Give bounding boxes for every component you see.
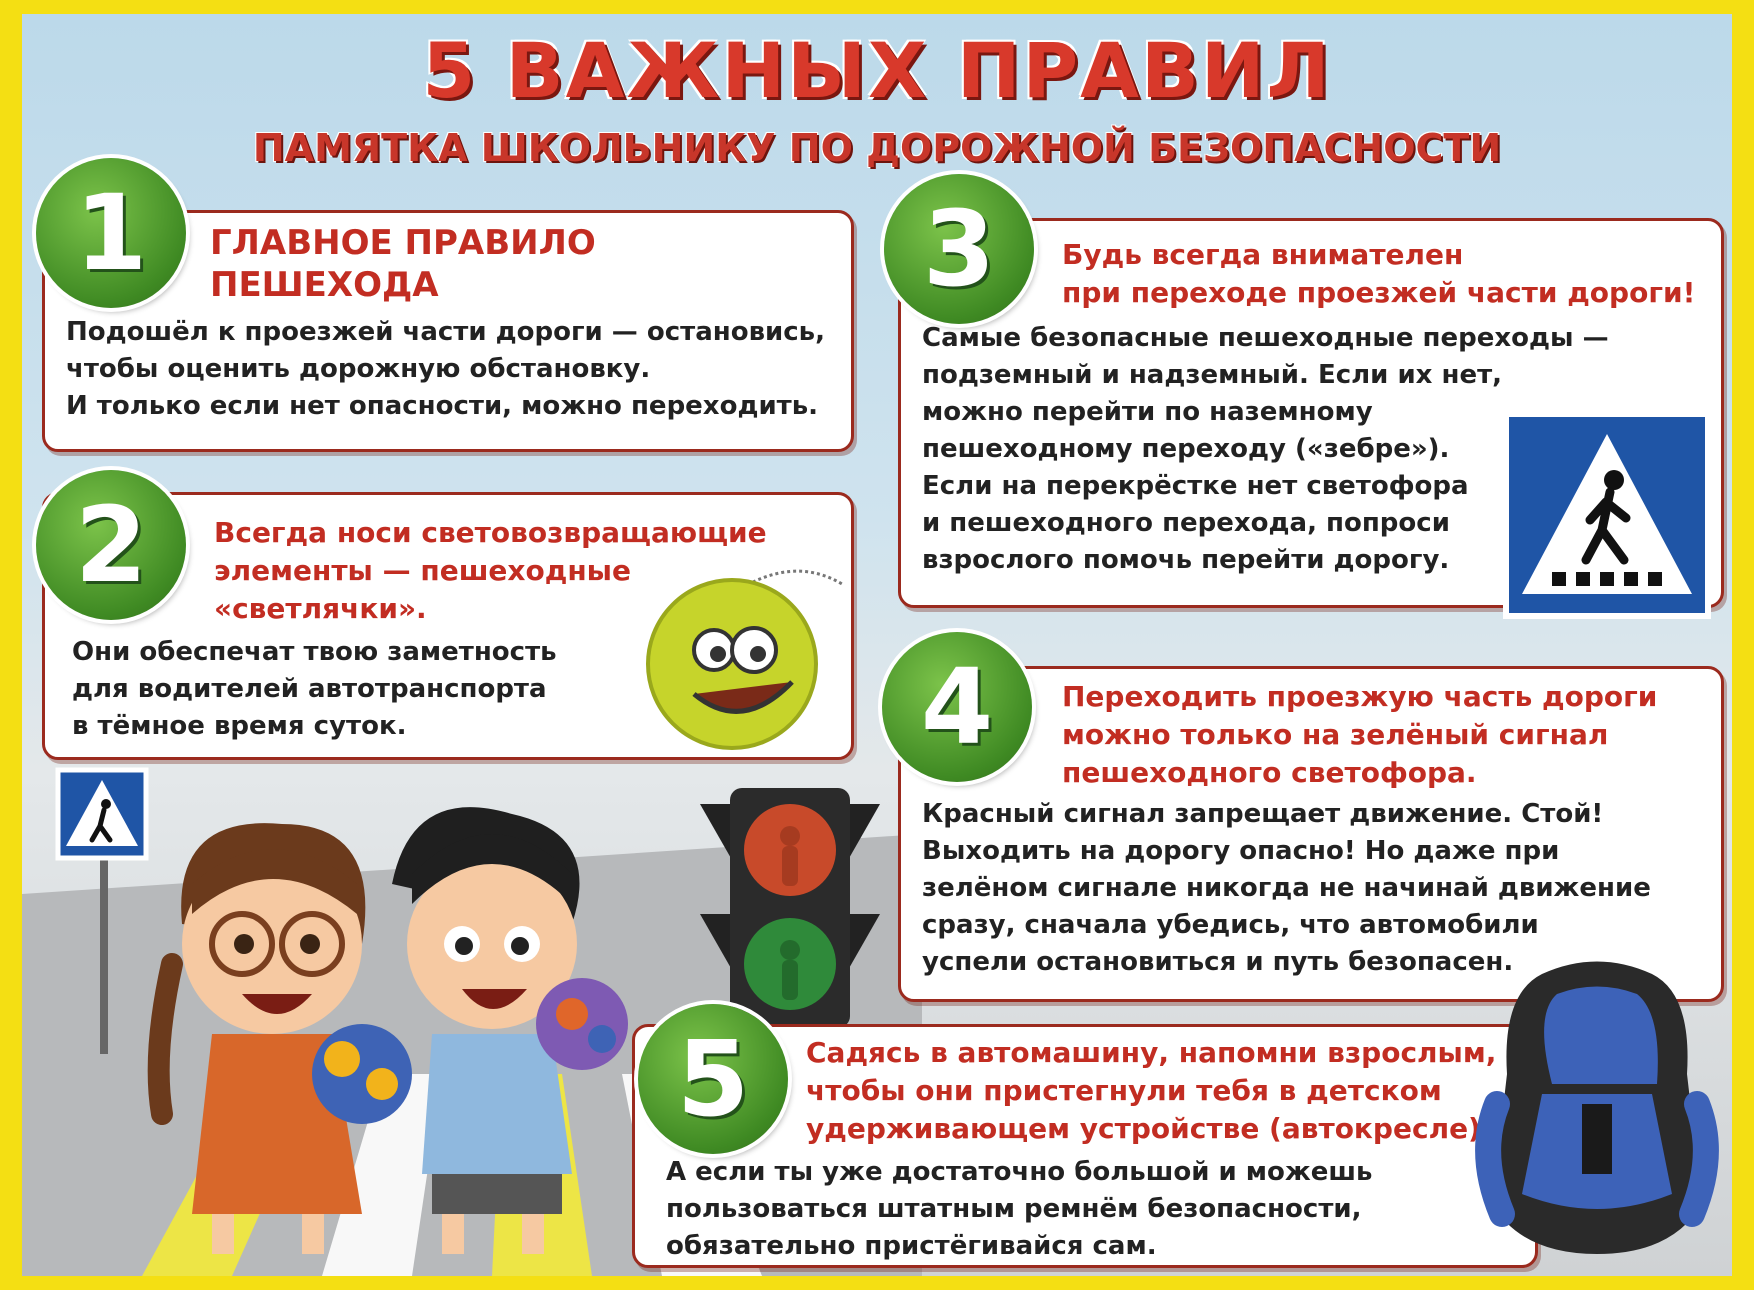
rule-5-text: А если ты уже достаточно большой и можешь пользоваться штатным ремнём безопасности, обязательно пристёгивайся сам. bbox=[666, 1157, 1373, 1261]
rule-5-number-badge: 5 bbox=[638, 1004, 788, 1154]
rule-5-heading: Садясь в автомашину, напомни взрослым, чтобы они пристегнули тебя в детском удерживающем устройстве (автокресле). bbox=[806, 1036, 1497, 1145]
rule-2-text: Они обеспечат твою заметность для водителей автотранспорта в тёмное время суток. bbox=[72, 637, 557, 741]
page-subtitle: ПАМЯТКА ШКОЛЬНИКУ ПО ДОРОЖНОЙ БЕЗОПАСНОСТИ bbox=[252, 126, 1502, 170]
rule-4-text: Красный сигнал запрещает движение. Стой! Выходить на дорогу опасно! Но даже при зелёном сигнале никогда не начинай движение сразу, сначала убедись, что автомобили успели остановиться и путь безопасен. bbox=[922, 799, 1651, 977]
crosswalk-sign-icon bbox=[1502, 410, 1712, 620]
rule-4-heading: Переходить проезжую часть дороги можно только на зелёный сигнал пешеходного светофора. bbox=[1062, 680, 1658, 789]
rule-3-heading: Будь всегда внимателен при переходе проезжей части дороги! bbox=[1062, 238, 1696, 309]
rule-2-number-badge: 2 bbox=[36, 470, 186, 620]
car-seat-icon bbox=[1472, 954, 1722, 1264]
poster bbox=[22, 14, 1732, 1276]
rule-4-number-badge: 4 bbox=[882, 632, 1032, 782]
rule-3-text: Самые безопасные пешеходные переходы — подземный и надземный. Если их нет, можно перейти по наземному пешеходному переходу («зебре»). Если на перекрёстке нет светофора и пешеходного перехода, попроси взрослого помочь перейти дорогу. bbox=[922, 323, 1609, 575]
page-title: 5 ВАЖНЫХ ПРАВИЛ bbox=[422, 26, 1332, 115]
reflector-smiley-icon bbox=[632, 554, 862, 754]
rule-3-number-badge: 3 bbox=[884, 174, 1034, 324]
rule-2-heading: Всегда носи световозвращающие элементы — пешеходные «светлячки». bbox=[214, 516, 767, 625]
rule-1-heading: ГЛАВНОЕ ПРАВИЛО ПЕШЕХОДА bbox=[210, 223, 596, 305]
traffic-light-icon bbox=[700, 784, 880, 1034]
rule-1-number-badge: 1 bbox=[36, 158, 186, 308]
children-illustration bbox=[132, 794, 652, 1264]
rule-1-text: Подошёл к проезжей части дороги — остановись, чтобы оценить дорожную обстановку. И только если нет опасности, можно переходить. bbox=[66, 317, 825, 421]
